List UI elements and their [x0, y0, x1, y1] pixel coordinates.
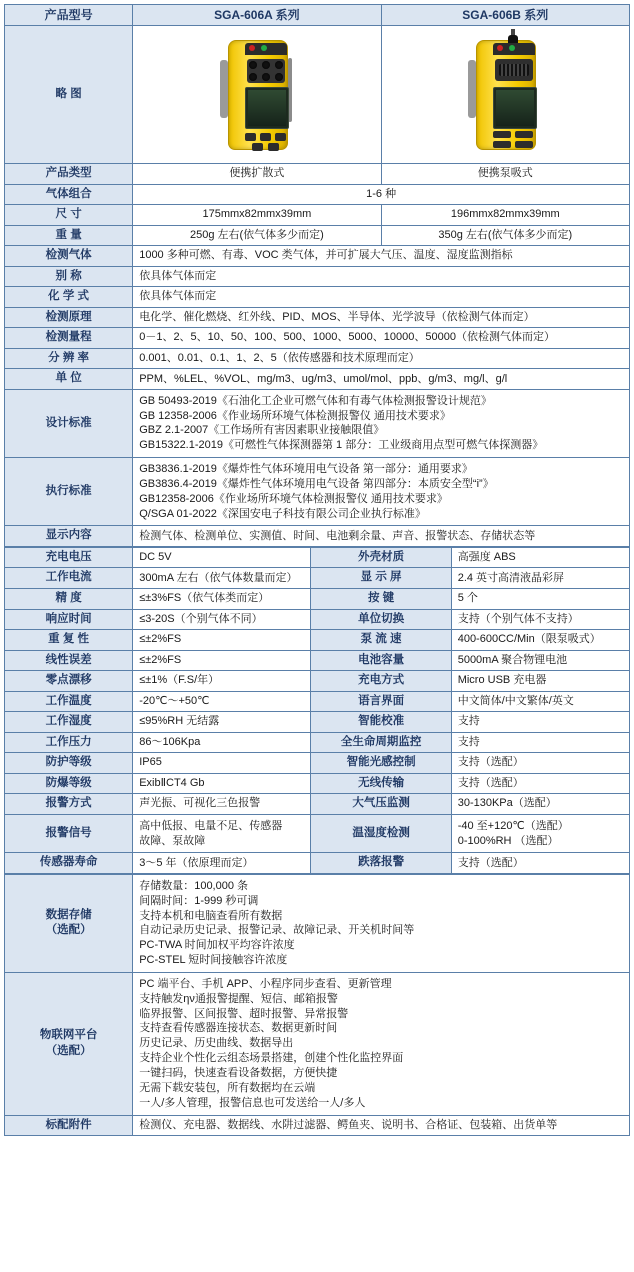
pair-value-left: 86～106Kpa: [133, 732, 311, 753]
exec-standard-line: GB3836.1-2019《爆炸性气体环境用电气设备 第一部分：通用要求》: [139, 463, 473, 476]
column-b-title: SGA-606B 系列: [381, 5, 629, 26]
table-row-pair: [5, 650, 630, 671]
pair-label-right: 充电方式: [311, 671, 451, 692]
table-row-range: [5, 328, 630, 349]
table-row-pair: [5, 732, 630, 753]
sensor-life-value: 3～5 年（依原理而定）: [133, 853, 311, 874]
pair-label-right: 按 键: [311, 589, 451, 610]
pair-label-right: 语言界面: [311, 691, 451, 712]
table-row-pair: [5, 547, 630, 568]
table-row-detect-gas: [5, 246, 630, 267]
pair-label-left: 零点漂移: [5, 671, 133, 692]
range-label: 检测量程: [5, 328, 133, 349]
pair-label-right: 智能光感控制: [311, 753, 451, 774]
display-content-label: 显示内容: [5, 526, 133, 547]
table-row-data-storage: [5, 874, 630, 972]
device-b-drawing: [468, 32, 542, 152]
pair-value-right: 5000mA 聚合物锂电池: [451, 650, 629, 671]
spec-table: [4, 4, 630, 547]
table-row-resolution: [5, 348, 630, 369]
table-row-pair: [5, 753, 630, 774]
pair-label-right: 全生命周期监控: [311, 732, 451, 753]
table-row-sketch: [5, 26, 630, 164]
table-row-gas-combo: [5, 184, 630, 205]
temp-humidity-value: [451, 814, 629, 853]
exec-standard-list: [133, 458, 630, 526]
spec-table-pairs: [4, 547, 630, 874]
size-b: 196mmx82mmx39mm: [381, 205, 629, 226]
resolution-value: 0.001、0.01、0.1、1、2、5（依传感器和技术原理而定）: [133, 348, 630, 369]
pair-value-left: ≤±1%（F.S/年）: [133, 671, 311, 692]
size-label: 尺 寸: [5, 205, 133, 226]
display-content-value: 检测气体、检测单位、实测值、时间、电池剩余量、声音、报警状态、存储状态等: [133, 526, 630, 547]
formula-value: 依具体气体而定: [133, 287, 630, 308]
principle-value: 电化学、催化燃烧、红外线、PID、MOS、半导体、光学波导（依检测气体而定）: [133, 307, 630, 328]
data-storage-line: PC-TWA 时间加权平均容许浓度: [139, 939, 295, 952]
iot-platform-label-line1: 物联网平台: [39, 1029, 98, 1042]
detect-gas-label: 检测气体: [5, 246, 133, 267]
table-row-formula: [5, 287, 630, 308]
pair-label-right: 外壳材质: [311, 547, 451, 568]
table-row-pair: [5, 691, 630, 712]
pair-value-left: ≤3-20S（个别气体不同）: [133, 609, 311, 630]
table-row-alias: [5, 266, 630, 287]
table-row-pair: [5, 671, 630, 692]
table-row-principle: [5, 307, 630, 328]
pair-label-right: 单位切换: [311, 609, 451, 630]
sensor-life-label: 传感器寿命: [5, 853, 133, 874]
table-row-pair: [5, 568, 630, 589]
drop-alarm-label: 跌落报警: [311, 853, 451, 874]
iot-platform-line: 支持触发ην通报警提醒、短信、邮箱报警: [139, 992, 338, 1005]
pair-label-right: 大气压监测: [311, 794, 451, 815]
design-standard-label: 设计标准: [5, 389, 133, 457]
table-row-pair: [5, 589, 630, 610]
alarm-signal-label: 报警信号: [5, 814, 133, 853]
data-storage-line: 间隔时间：1-999 秒可调: [139, 894, 259, 907]
model-label: 产品型号: [5, 5, 133, 26]
table-row-unit: [5, 369, 630, 390]
pair-value-right: Micro USB 充电器: [451, 671, 629, 692]
pair-value-left: -20℃～+50℃: [133, 691, 311, 712]
pair-value-left: ExibⅡCT4 Gb: [133, 773, 311, 794]
pair-label-left: 响应时间: [5, 609, 133, 630]
pair-label-left: 充电电压: [5, 547, 133, 568]
iot-platform-line: 一键扫码，快速查看设备数据，方便快捷: [139, 1067, 338, 1079]
weight-b: 350g 左右(依气体多少而定): [381, 225, 629, 246]
data-storage-line: 支持本机和电脑查看所有数据: [139, 909, 283, 922]
detect-gas-value: 1000 多种可燃、有毒、VOC 类气体，并可扩展大气压、温度、湿度监测指标: [133, 246, 630, 267]
range-value: 0－1、2、5、10、50、100、500、1000、5000、10000、50000（依检测气体而定）: [133, 328, 630, 349]
column-a-title: SGA-606A 系列: [133, 5, 381, 26]
pair-value-left: IP65: [133, 753, 311, 774]
weight-a: 250g 左右(依气体多少而定): [133, 225, 381, 246]
pair-value-right: 30-130KPa（选配）: [451, 794, 629, 815]
data-storage-line: 存储数量：100,000 条: [139, 879, 249, 892]
pair-value-right: 支持: [451, 732, 629, 753]
alarm-signal-line: 高中低报、电量不足、传感器: [139, 819, 283, 832]
data-storage-label-line2: （选配）: [45, 924, 92, 937]
unit-value: PPM、%LEL、%VOL、mg/m3、ug/m3、umol/mol、ppb、g/m3、mg/l、g/l: [133, 369, 630, 390]
exec-standard-label: 执行标准: [5, 458, 133, 526]
pair-label-right: 显 示 屏: [311, 568, 451, 589]
pair-value-right: 2.4 英寸高清液晶彩屏: [451, 568, 629, 589]
table-row-size: [5, 205, 630, 226]
product-type-a: 便携扩散式: [133, 164, 381, 185]
alarm-signal-value: [133, 814, 311, 853]
pair-value-right: 支持（个别气体不支持）: [451, 609, 629, 630]
table-row-display-content: [5, 526, 630, 547]
device-a-drawing: [220, 32, 294, 152]
table-row-pair: [5, 712, 630, 733]
sketch-label: 略 图: [5, 26, 133, 164]
table-row-iot-platform: [5, 972, 630, 1115]
alias-value: 依具体气体而定: [133, 266, 630, 287]
exec-standard-line: GB3836.4-2019《爆炸性气体环境用电气设备 第四部分：本质安全型“i”》: [139, 477, 494, 490]
iot-platform-line: 临界报警、区间报警、超时报警、异常报警: [139, 1007, 349, 1020]
table-row-pair: [5, 773, 630, 794]
principle-label: 检测原理: [5, 307, 133, 328]
temp-humidity-line: -40 至+120℃（选配）: [457, 819, 569, 832]
pair-value-left: 声光振、可视化三色报警: [133, 794, 311, 815]
iot-platform-line: 支持查看传感器连接状态、数据更新时间: [139, 1022, 338, 1035]
iot-platform-label: [5, 972, 133, 1115]
design-standard-line: GB 12358-2006《作业场所环境气体检测报警仪 通用技术要求》: [139, 409, 451, 422]
pair-value-right: 400-600CC/Min（限泵吸式）: [451, 630, 629, 651]
pair-value-left: ≤±2%FS: [133, 630, 311, 651]
device-a-image: [133, 26, 381, 164]
alarm-signal-line: 故障、泵故障: [139, 834, 206, 847]
table-row-header: [5, 5, 630, 26]
table-row-exec-standard: [5, 458, 630, 526]
pair-value-right: 中文简体/中文繁体/英文: [451, 691, 629, 712]
data-storage-label: [5, 874, 133, 972]
pair-value-right: 支持（选配）: [451, 753, 629, 774]
pair-label-left: 工作湿度: [5, 712, 133, 733]
table-row-alarm-signal: [5, 814, 630, 853]
pair-label-right: 泵 流 速: [311, 630, 451, 651]
pair-label-left: 重 复 性: [5, 630, 133, 651]
pair-label-left: 报警方式: [5, 794, 133, 815]
pair-label-right: 无线传输: [311, 773, 451, 794]
drop-alarm-value: 支持（选配）: [451, 853, 629, 874]
pair-value-right: 高强度 ABS: [451, 547, 629, 568]
table-row-pair: [5, 609, 630, 630]
exec-standard-line: Q/SGA 01-2022《深国安电子科技有限公司企业执行标准》: [139, 507, 426, 520]
pair-value-left: ≤±2%FS: [133, 650, 311, 671]
pair-value-left: ≤±3%FS（依气体类而定）: [133, 589, 311, 610]
product-type-label: 产品类型: [5, 164, 133, 185]
temp-humidity-label: 温湿度检测: [311, 814, 451, 853]
table-row-design-standard: [5, 389, 630, 457]
gas-combo-value: 1-6 种: [133, 184, 630, 205]
pair-value-left: DC 5V: [133, 547, 311, 568]
data-storage-list: [133, 874, 630, 972]
accessories-value: 检测仪、充电器、数据线、水阱过滤器、鳄鱼夹、说明书、合格证、包装箱、出货单等: [133, 1115, 630, 1136]
pair-label-left: 工作压力: [5, 732, 133, 753]
pair-label-left: 工作温度: [5, 691, 133, 712]
table-row-weight: [5, 225, 630, 246]
design-standard-line: GBZ 2.1-2007《工作场所有害因素职业接触限值》: [139, 424, 385, 437]
pair-value-right: 支持: [451, 712, 629, 733]
unit-label: 单 位: [5, 369, 133, 390]
pair-label-left: 精 度: [5, 589, 133, 610]
temp-humidity-line: 0-100%RH （选配）: [457, 834, 559, 847]
iot-platform-line: 历史记录、历史曲线、数据导出: [139, 1037, 294, 1050]
pair-value-right: 支持（选配）: [451, 773, 629, 794]
iot-platform-label-line2: （选配）: [45, 1044, 92, 1057]
table-row-pair: [5, 794, 630, 815]
spec-table-blocks: [4, 874, 630, 1136]
pair-label-left: 线性误差: [5, 650, 133, 671]
design-standard-line: GB15322.1-2019《可燃性气体探测器第 1 部分：工业级商用点型可燃气体探测器》: [139, 439, 544, 452]
table-row-accessories: [5, 1115, 630, 1136]
pair-value-right: 5 个: [451, 589, 629, 610]
iot-platform-list: [133, 972, 630, 1115]
pair-value-left: ≤95%RH 无结露: [133, 712, 311, 733]
data-storage-line: 自动记录历史记录、报警记录、故障记录、开关机时间等: [139, 924, 415, 937]
pair-label-left: 工作电流: [5, 568, 133, 589]
size-a: 175mmx82mmx39mm: [133, 205, 381, 226]
table-row-product-type: [5, 164, 630, 185]
product-type-b: 便携泵吸式: [381, 164, 629, 185]
pair-label-right: 智能校准: [311, 712, 451, 733]
pair-label-left: 防爆等级: [5, 773, 133, 794]
formula-label: 化 学 式: [5, 287, 133, 308]
design-standard-line: GB 50493-2019《石油化工企业可燃气体和有毒气体检测报警设计规范》: [139, 394, 492, 407]
exec-standard-line: GB12358-2006《作业场所环境气体检测报警仪 通用技术要求》: [139, 492, 448, 505]
iot-platform-line: 支持企业个性化云组态场景搭建，创建个性化监控界面: [139, 1052, 404, 1065]
design-standard-list: [133, 389, 630, 457]
device-b-image: [381, 26, 629, 164]
accessories-label: 标配附件: [5, 1115, 133, 1136]
gas-combo-label: 气体组合: [5, 184, 133, 205]
alias-label: 别 称: [5, 266, 133, 287]
iot-platform-line: 无需下载安装包，所有数据均在云端: [139, 1081, 316, 1094]
pair-label-left: 防护等级: [5, 753, 133, 774]
data-storage-line: PC-STEL 短时间接触容许浓度: [139, 954, 288, 967]
pair-label-right: 电池容量: [311, 650, 451, 671]
table-row-pair: [5, 630, 630, 651]
iot-platform-line: 一人/多人管理，报警信息也可发送给一人/多人: [139, 1096, 366, 1109]
iot-platform-line: PC 端平台、手机 APP、小程序同步查看、更新管理: [139, 977, 392, 990]
pair-value-left: 300mA 左右（依气体数量而定）: [133, 568, 311, 589]
data-storage-label-line1: 数据存储: [45, 908, 92, 921]
weight-label: 重 量: [5, 225, 133, 246]
resolution-label: 分 辨 率: [5, 348, 133, 369]
table-row-sensor-life: [5, 853, 630, 874]
